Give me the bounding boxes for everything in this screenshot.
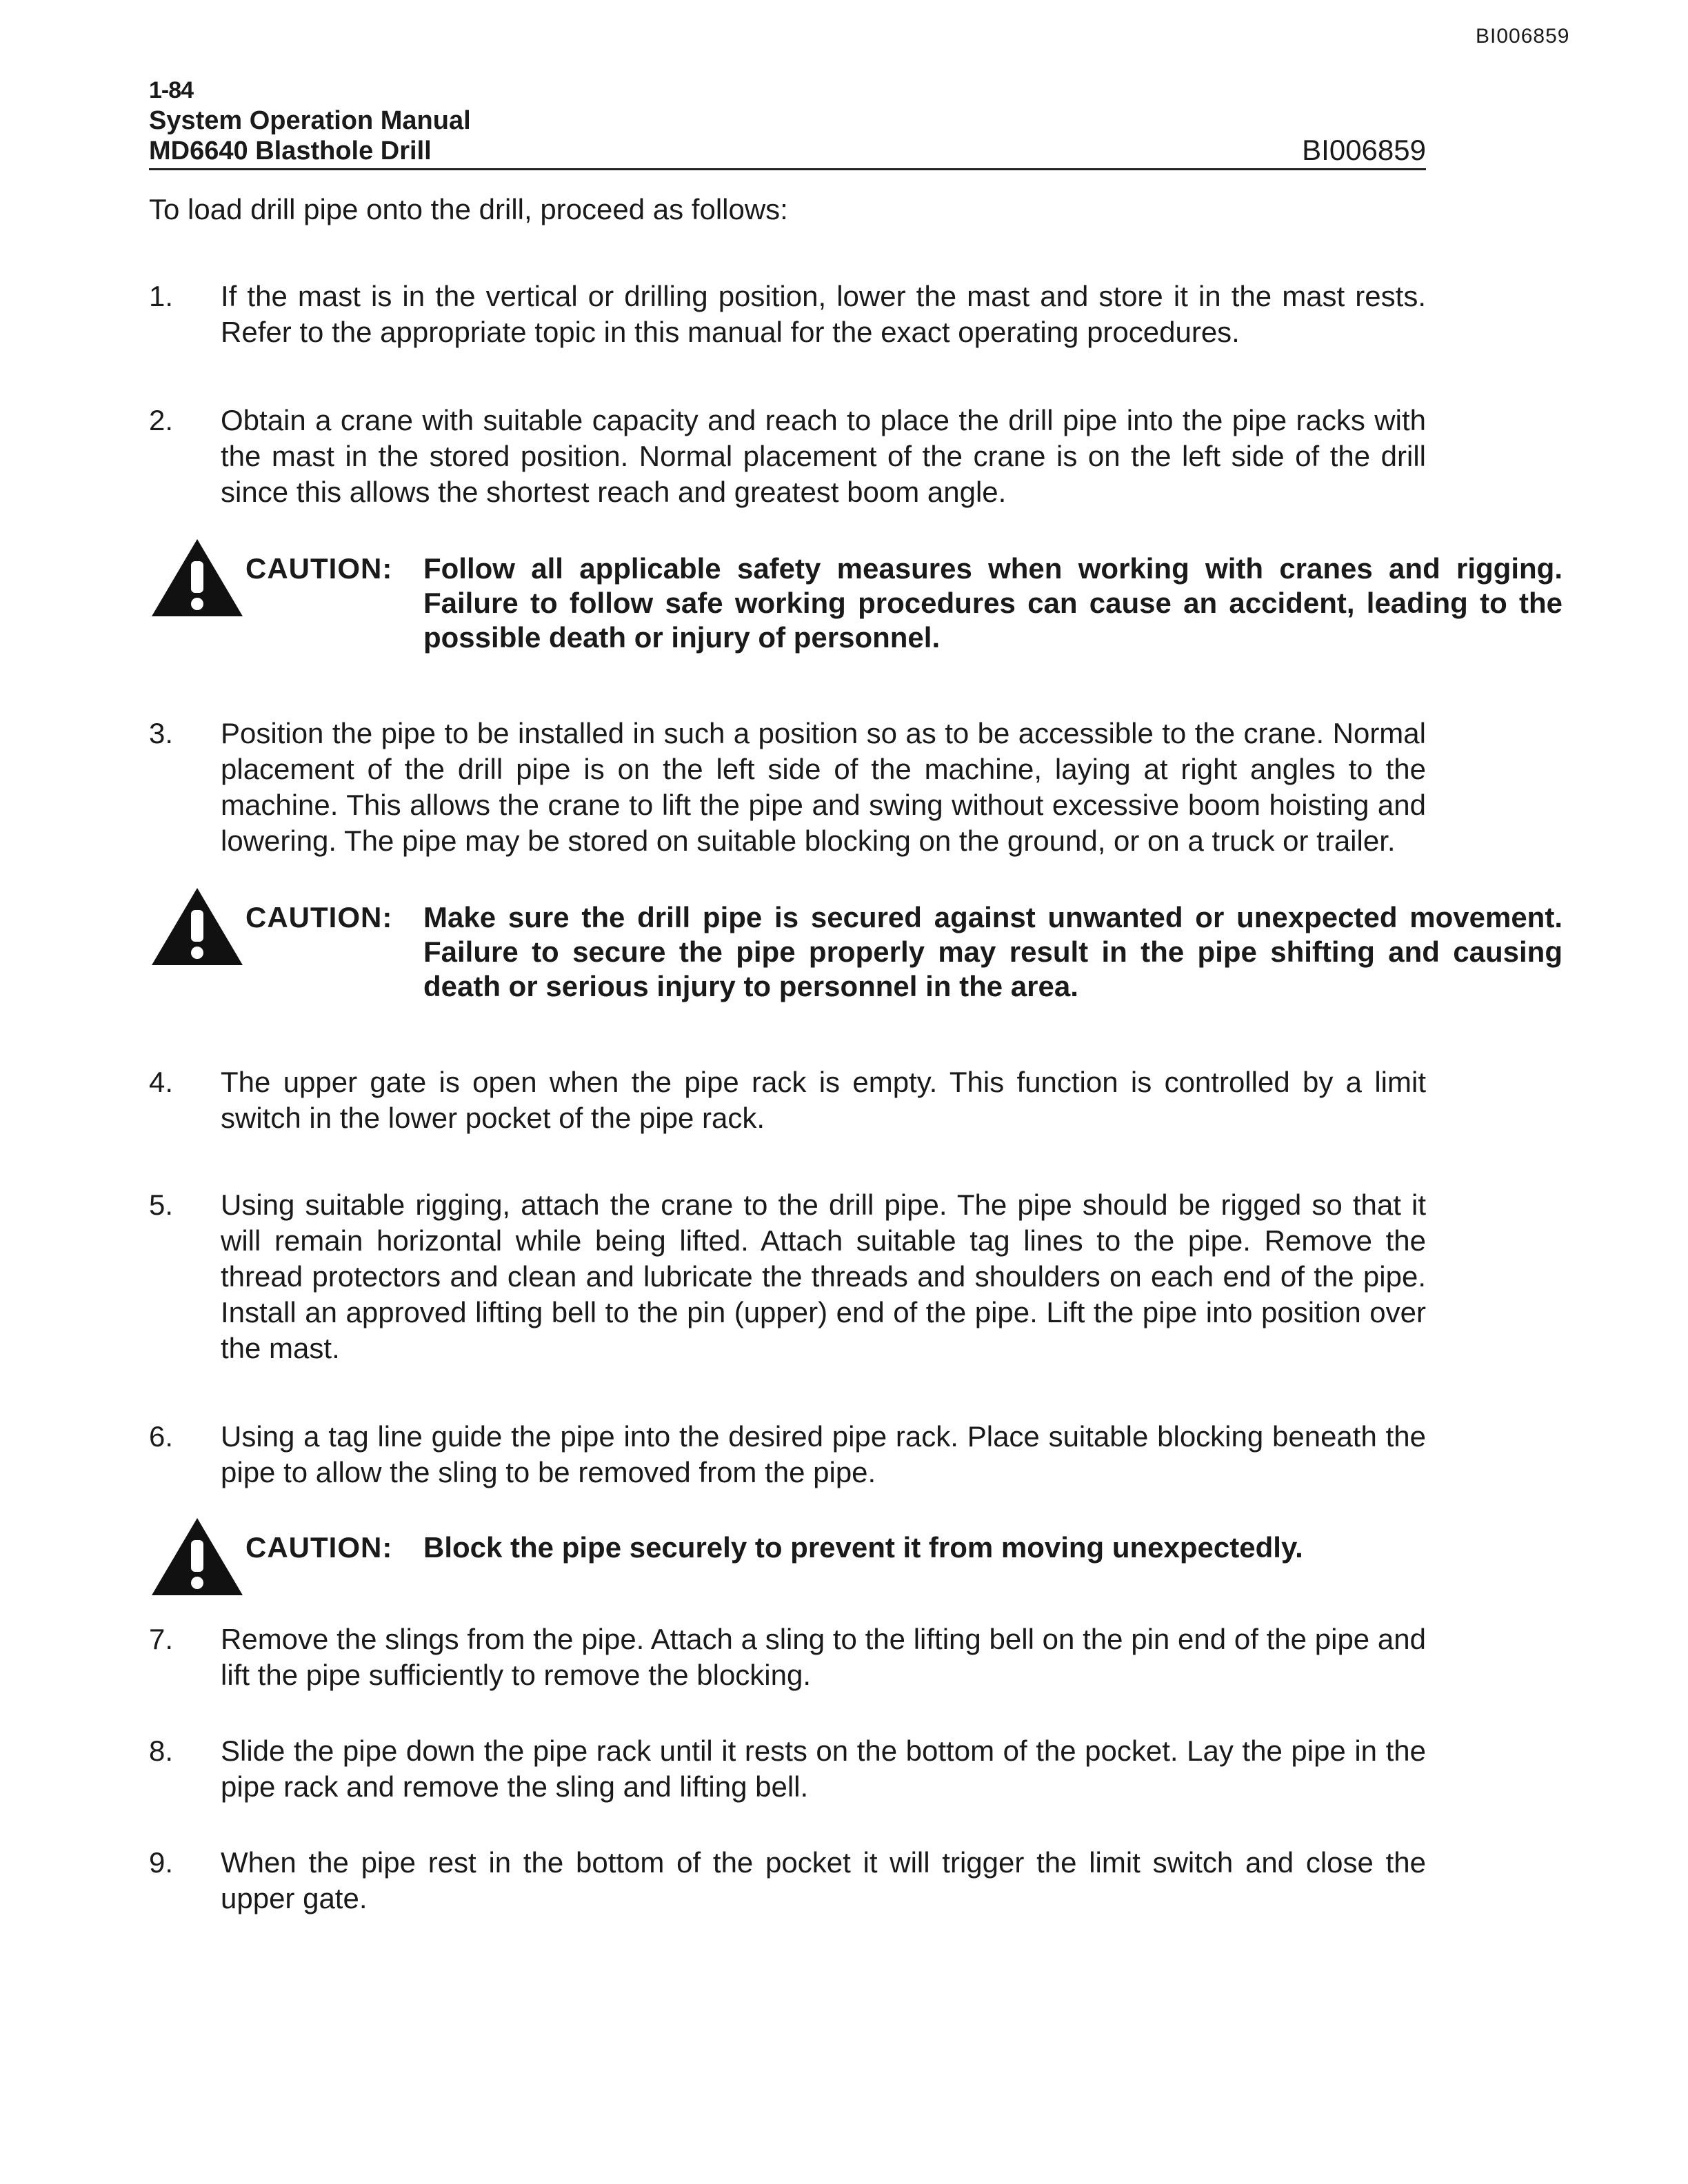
step-5 <box>149 1187 1426 1366</box>
caution-block <box>149 1515 1426 1605</box>
step-text: The upper gate is open when the pipe rack is empty. This function is controlled by a limit switch in the lower pocket of the pipe rack. <box>221 1066 1426 1134</box>
intro-text: To load drill pipe onto the drill, proceed as follows: <box>149 193 788 225</box>
step-number: 6. <box>149 1420 174 1453</box>
bates-number-top: BI006859 <box>1476 25 1570 48</box>
step-text: If the mast is in the vertical or drilling position, lower the mast and store it in the mast rests. Refer to the appropriate topic in this manual for the exact operating procedures. <box>221 280 1426 348</box>
warning-triangle-icon <box>149 1515 245 1598</box>
machine-model: MD6640 Blasthole Drill <box>149 136 432 165</box>
step-9 <box>149 1845 1426 1917</box>
step-text: Position the pipe to be installed in such a position so as to be accessible to the crane. Normal placement of the drill pipe is on the left side of the machine, laying at right angles to the machine. This allows the crane to lift the pipe and swing without excessive boom hoisting and lowering. The pipe may be stored on suitable blocking on the ground, or on a truck or trailer. <box>221 717 1426 857</box>
step-number: 8. <box>149 1735 174 1767</box>
bates-number-header: BI006859 <box>1302 134 1426 166</box>
page-header <box>149 76 1426 170</box>
step-text: Using a tag line guide the pipe into the desired pipe rack. Place suitable blocking beneath the pipe to allow the sling to be removed from the pipe. <box>221 1420 1426 1488</box>
step-number: 9. <box>149 1846 174 1879</box>
step-6 <box>149 1419 1426 1490</box>
step-2 <box>149 403 1426 510</box>
warning-triangle-icon <box>149 536 245 619</box>
caution-text: Follow all applicable safety measures when working with cranes and rigging. Failure to follow safe working procedures can cause an accident, leading to the possible death or injury of personnel. <box>423 552 1563 654</box>
step-3 <box>149 716 1426 859</box>
step-number: 2. <box>149 404 174 436</box>
page-number: 1-84 <box>149 77 194 103</box>
manual-title: System Operation Manual <box>149 106 471 135</box>
step-number: 3. <box>149 717 174 749</box>
caution-label: CAUTION: <box>245 901 393 933</box>
caution-label: CAUTION: <box>245 1531 393 1564</box>
step-number: 4. <box>149 1066 174 1098</box>
step-4 <box>149 1064 1426 1136</box>
step-1 <box>149 279 1426 350</box>
step-text: When the pipe rest in the bottom of the pocket it will trigger the limit switch and close the upper gate. <box>221 1846 1426 1914</box>
step-number: 1. <box>149 280 174 312</box>
caution-label: CAUTION: <box>245 552 393 585</box>
caution-text: Make sure the drill pipe is secured against unwanted or unexpected movement. Failure to secure the pipe properly may result in the pipe shifting and causing death or serious injury to personnel in the area. <box>423 901 1563 1002</box>
warning-triangle-icon <box>149 885 245 968</box>
step-text: Slide the pipe down the pipe rack until it rests on the bottom of the pocket. Lay the pipe in the pipe rack and remove the sling and lifting bell. <box>221 1735 1426 1803</box>
step-8 <box>149 1733 1426 1805</box>
step-text: Using suitable rigging, attach the crane to the drill pipe. The pipe should be rigged so that it will remain horizontal while being lifted. Attach suitable tag lines to the pipe. Remove the thread protectors and clean and lubricate the threads and shoulders on each end of the pipe. Install an approved lifting bell to the pin (upper) end of the pipe. Lift the pipe into position over the mast. <box>221 1189 1426 1364</box>
step-text: Obtain a crane with suitable capacity and reach to place the drill pipe into the pipe racks with the mast in the stored position. Normal placement of the crane is on the left side of the drill since this allows the shortest reach and greatest boom angle. <box>221 404 1426 508</box>
caution-block <box>149 885 1563 1016</box>
step-number: 5. <box>149 1189 174 1221</box>
caution-text: Block the pipe securely to prevent it from moving unexpectedly. <box>423 1531 1303 1564</box>
step-number: 7. <box>149 1623 174 1655</box>
step-7 <box>149 1621 1426 1693</box>
step-text: Remove the slings from the pipe. Attach a sling to the lifting bell on the pin end of the pipe and lift the pipe sufficiently to remove the blocking. <box>221 1623 1426 1691</box>
caution-block <box>149 536 1563 667</box>
